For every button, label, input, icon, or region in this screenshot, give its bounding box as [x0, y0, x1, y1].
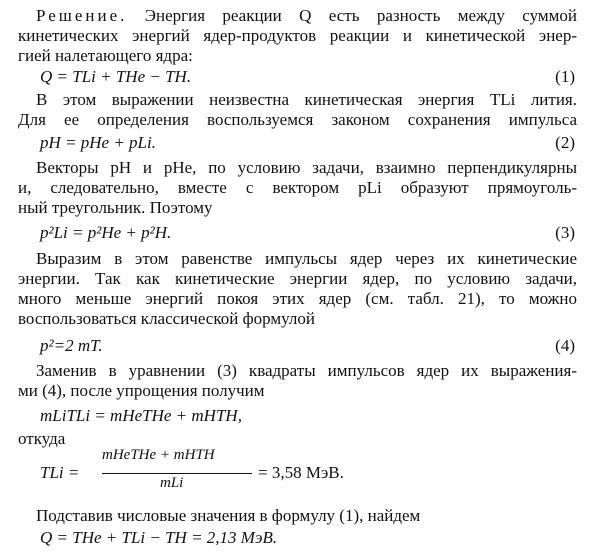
- solution-line-3: гией налетающего ядра:: [18, 46, 193, 65]
- equation-3-text: p²Li = p²He + p²H.: [40, 223, 172, 242]
- paragraph-2-line-1: В этом выражении неизвестна кинетическая энергия TLi лития.: [36, 90, 577, 109]
- paragraph-2-line-2: Для ее определения воспользуемся законом сохранения импульса: [18, 110, 577, 129]
- final-equation: Q = THe + TLi − TH = 2,13 МэВ.: [40, 528, 278, 547]
- paragraph-4-line-3: много меньше энергий покоя этих ядер (см. табл. 21), то можно: [18, 289, 577, 308]
- fraction-denominator: mLi: [160, 475, 184, 491]
- paragraph-3-line-3: ный треугольник. Поэтому: [18, 198, 213, 217]
- equation-4-text: p²=2 mT.: [40, 336, 103, 355]
- paragraph-6: Подставив числовые значения в формулу (1), найдем: [36, 506, 421, 525]
- paragraph-4-line-2: энергии. Так как кинетические энергии ядер, по условию задачи,: [18, 269, 577, 288]
- equation-3: [40, 222, 593, 244]
- paragraph-5-line-1: Заменив в уравнении (3) квадраты импульсов ядер их выражения-: [36, 361, 577, 380]
- solution-intro-text: Энергия реакции Q есть разность между суммой: [127, 6, 577, 25]
- fraction-numerator: mHeTHe + mHTH: [102, 447, 215, 463]
- fraction-bar: [102, 473, 252, 474]
- fraction-lhs: TLi =: [40, 463, 80, 482]
- equation-5: mLiTLi = mHeTHe + mHTH,: [40, 406, 242, 425]
- equation-4-number: (4): [555, 336, 575, 355]
- equation-2-number: (2): [555, 133, 575, 152]
- equation-1-number: (1): [555, 67, 575, 86]
- paragraph-3-line-1: Векторы pH и pHe, по условию задачи, взаимно перпендикулярны: [36, 158, 577, 177]
- equation-2-text: pH = pHe + pLi.: [40, 133, 156, 152]
- solution-line-2: кинетических энергий ядер-продуктов реакции и кинетической энер-: [18, 26, 577, 45]
- whence-word: откуда: [18, 429, 66, 448]
- solution-line-1: [36, 5, 577, 27]
- equation-2: [40, 132, 593, 154]
- paragraph-5-line-2: ми (4), после упрощения получим: [18, 381, 265, 400]
- paragraph-4-line-1: Выразим в этом равенстве импульсы ядер через их кинетические: [36, 249, 577, 268]
- solution-label: Решение.: [36, 6, 128, 25]
- equation-3-number: (3): [555, 223, 575, 242]
- equation-1-text: Q = TLi + THe − TH.: [40, 67, 192, 86]
- paragraph-4-line-4: воспользоваться классической формулой: [18, 309, 315, 328]
- paragraph-3-line-2: и, следовательно, вместе с вектором pLi образуют прямоуголь-: [18, 178, 577, 197]
- fraction-result: = 3,58 МэВ.: [258, 463, 344, 482]
- equation-1: [40, 66, 593, 88]
- equation-4: [40, 335, 593, 357]
